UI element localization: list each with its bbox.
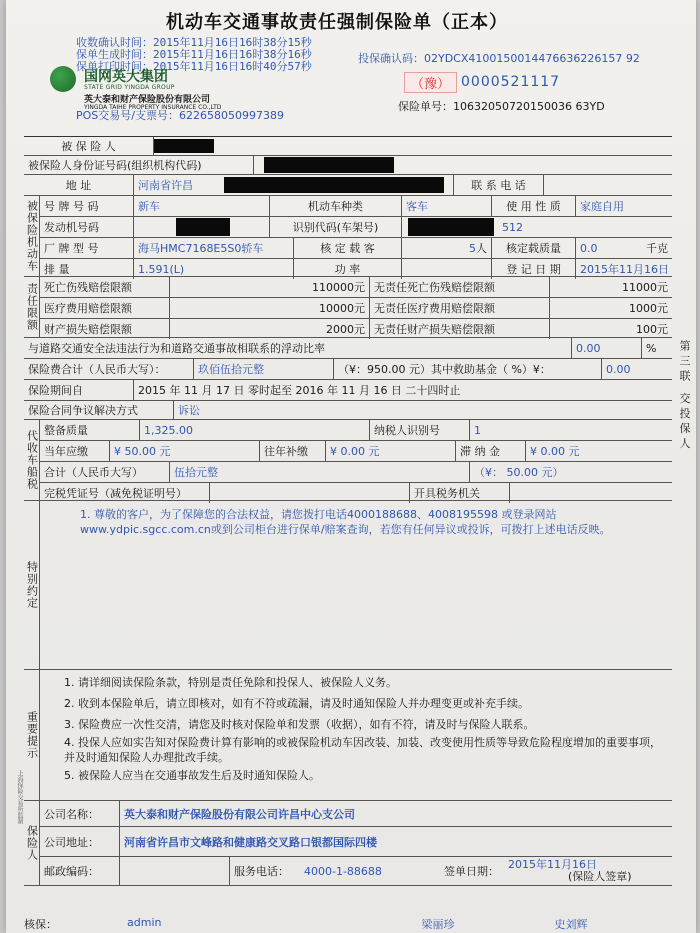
table-row bbox=[24, 380, 672, 401]
print-time: 保单打印时间：2015年11月16日16时40分57秒 bbox=[76, 60, 312, 73]
dispute-value: 诉讼 bbox=[178, 404, 200, 417]
address-label: 地 址 bbox=[24, 175, 134, 195]
noproperty-limit-label: 无责任财产损失赔偿限额 bbox=[370, 319, 550, 339]
vin-tail: 512 bbox=[502, 220, 523, 234]
id-value bbox=[254, 156, 672, 174]
confirm-code: 投保确认码：02YDCX4100150014476636226157 92 bbox=[358, 52, 640, 65]
load-unit: 千克 bbox=[646, 242, 668, 255]
redaction bbox=[224, 177, 444, 193]
table-row bbox=[24, 401, 672, 420]
tax-cert-label: 完税凭证号（减免税证明号） bbox=[40, 483, 210, 503]
sign-date-label: 签单日期： bbox=[444, 865, 499, 878]
tax-total-label: 合计（人民币大写） bbox=[40, 462, 170, 482]
address-value bbox=[134, 175, 454, 195]
service-tel-value: 4000-1-88688 bbox=[304, 864, 382, 878]
seat-unit: 人 bbox=[476, 242, 487, 255]
displacement-label: 排 量 bbox=[40, 259, 134, 279]
property-limit-value: 2000元 bbox=[170, 319, 370, 339]
pos-number: POS交易号/支票号：622658050997389 bbox=[76, 109, 284, 122]
stamp-label: (保险人签章) bbox=[568, 870, 632, 883]
premium-label: 保险费合计（人民币大写）： bbox=[24, 359, 194, 379]
confirm-time: 收数确认时间：2015年11月16日16时38分15秒 bbox=[76, 36, 312, 49]
address-text: 河南省许昌 bbox=[138, 179, 193, 192]
underwriter-label: 核保： bbox=[24, 918, 57, 931]
sign-date-cell bbox=[504, 857, 672, 885]
seat-value bbox=[402, 238, 492, 258]
notice-block bbox=[24, 670, 672, 801]
tax-office-value bbox=[510, 483, 672, 503]
float-label: 与道路交通安全法违法行为和道路交通事故相联系的浮动比率 bbox=[24, 338, 572, 358]
nodeath-limit-value: 11000元 bbox=[622, 281, 668, 294]
period-label: 保险期间自 bbox=[24, 380, 134, 400]
late-fee-label: 滞 纳 金 bbox=[456, 441, 526, 461]
reg-label: 登 记 日 期 bbox=[492, 259, 576, 279]
policy-document bbox=[6, 0, 696, 933]
usage-label: 使 用 性 质 bbox=[492, 196, 576, 216]
vin-value bbox=[402, 217, 672, 237]
death-limit-label: 死亡伤残赔偿限额 bbox=[40, 277, 170, 297]
plate-value: 新车 bbox=[134, 196, 270, 216]
zip-value bbox=[120, 857, 230, 885]
vehicle-block bbox=[24, 196, 672, 277]
past-due-label: 往年补缴 bbox=[260, 441, 326, 461]
phone-value bbox=[544, 175, 672, 195]
period-value: 2015 年 11 月 17 日 零时起至 2016 年 11 月 16 日 二十四时止 bbox=[138, 384, 461, 397]
notice-vlabel: 重要提示 bbox=[24, 670, 40, 800]
engine-label: 发动机号码 bbox=[40, 217, 134, 237]
past-due-value: ¥ 0.00 元 bbox=[326, 441, 456, 461]
redaction bbox=[408, 218, 494, 236]
insured-label: 被 保 险 人 bbox=[24, 137, 154, 155]
logo-company-name: 英大泰和财产保险股份有限公司 bbox=[84, 95, 211, 105]
agent-value: 史刘辉 bbox=[554, 918, 588, 931]
nodeath-limit-label: 无责任死亡伤残赔偿限额 bbox=[370, 277, 550, 297]
company-address-value: 河南省许昌市文峰路和健康路交叉路口银都国际四楼 bbox=[124, 835, 377, 849]
year-due-label: 当年应缴 bbox=[40, 441, 110, 461]
logo-group-en: STATE GRID YINGDA GROUP bbox=[84, 84, 175, 91]
nomedical-limit-label: 无责任医疗费用赔偿限额 bbox=[370, 298, 550, 318]
zip-label: 邮政编码： bbox=[40, 857, 120, 885]
notice-list bbox=[40, 670, 672, 800]
reg-value: 2015年11月16日 bbox=[580, 263, 669, 276]
handler-value: 梁丽珍 bbox=[421, 918, 455, 931]
policy-serial: 0000521117 bbox=[461, 74, 561, 90]
premium-fund: 0.00 bbox=[606, 362, 631, 376]
policy-table bbox=[24, 136, 672, 886]
table-row bbox=[24, 137, 672, 156]
tax-office-label: 开具税务机关 bbox=[410, 483, 510, 503]
copy-sidebar: 第三联 交投保人 bbox=[678, 340, 691, 453]
seat-label: 核 定 载 客 bbox=[294, 238, 402, 258]
company-address-label: 公司地址： bbox=[40, 827, 120, 856]
special-vlabel: 特别约定 bbox=[24, 501, 40, 669]
medical-limit-value: 10000元 bbox=[170, 298, 370, 318]
logo-group-name: 国网英大集团 bbox=[84, 69, 168, 85]
table-row bbox=[24, 175, 672, 196]
globe-icon bbox=[50, 66, 76, 92]
sign-date-value: 2015年11月16日 bbox=[508, 858, 597, 871]
underwriter-value: admin bbox=[127, 916, 162, 929]
tax-total-upper: 伍拾元整 bbox=[170, 462, 470, 482]
redaction bbox=[154, 139, 214, 153]
premium-upper: 玖佰伍拾元整 bbox=[194, 359, 334, 379]
dispute-label: 保险合同争议解决方式 bbox=[24, 401, 174, 419]
company-label: 公司名称： bbox=[40, 801, 120, 826]
death-limit-value: 110000元 bbox=[170, 277, 370, 297]
notice-item: 5. 被保险人应当在交通事故发生后及时通知保险人。 bbox=[64, 769, 320, 782]
table-row bbox=[24, 156, 672, 175]
policy-number: 保险单号：10632050720150036 63YD bbox=[398, 100, 605, 113]
limits-vlabel: 责任限额 bbox=[24, 277, 40, 337]
power-value bbox=[402, 259, 492, 279]
premium-small: （¥：950.00 元）其中救助基金（ %）¥： bbox=[334, 359, 602, 379]
displacement-value: 1.591(L) bbox=[134, 259, 294, 279]
year-due-value: ¥ 50.00 元 bbox=[110, 441, 260, 461]
insurer-vlabel: 保险人 bbox=[24, 801, 40, 885]
float-unit: % bbox=[646, 341, 657, 355]
property-limit-label: 财产损失赔偿限额 bbox=[40, 319, 170, 339]
tax-block bbox=[24, 420, 672, 501]
redaction bbox=[264, 157, 394, 173]
model-value: 海马HMC7168E5S0轿车 bbox=[134, 238, 294, 258]
notice-item: 1. 请详细阅读保险条款，特别是责任免除和投保人、被保险人义务。 bbox=[64, 676, 397, 689]
engine-value bbox=[134, 217, 270, 237]
plate-label: 号 牌 号 码 bbox=[40, 196, 134, 216]
curb-value: 1,325.00 bbox=[140, 420, 370, 440]
logo-company-en: YINGDA TAIHE PROPERTY INSURANCE CO.,LTD bbox=[84, 104, 222, 111]
power-label: 功 率 bbox=[294, 259, 402, 279]
generate-time: 保单生成时间：2015年11月16日16时38分16秒 bbox=[76, 48, 312, 61]
insurer-block bbox=[24, 801, 672, 886]
nomedical-limit-value: 1000元 bbox=[629, 302, 668, 315]
notice-item: 3. 保险费应一次性交清，请您及时核对保险单和发票（收据），如有不符，请及时与保险人联系。 bbox=[64, 718, 535, 731]
load-label: 核定载质量 bbox=[492, 238, 576, 258]
notice-item: 4. 投保人应如实告知对保险费计算有影响的或被保险机动车因改装、加装、改变使用性质等导致危险程度增加的重要事项，并及时通知保险人办理批改手续。 bbox=[64, 736, 661, 764]
late-fee-value: ¥ 0.00 元 bbox=[530, 445, 580, 458]
vehicle-vlabel: 被保险机动车 bbox=[24, 196, 40, 276]
taxpayer-label: 纳税人识别号 bbox=[370, 420, 470, 440]
noproperty-limit-value: 100元 bbox=[636, 323, 668, 336]
province-badge: （豫） bbox=[404, 72, 457, 93]
limits-block bbox=[24, 277, 672, 338]
tax-total-small: （¥： 50.00 元） bbox=[474, 466, 564, 479]
model-label: 厂 牌 型 号 bbox=[40, 238, 134, 258]
special-text: 1. 尊敬的客户，为了保障您的合法权益，请您拨打电话4000188688、4008195598 或登录网站www.ydpic.sgcc.com.cn或到公司柜台进行保单/赔案查询，若您有任何异议或投诉，可拨打上述电话反映。 bbox=[80, 508, 611, 536]
table-row bbox=[24, 359, 672, 380]
vtype-value: 客车 bbox=[402, 196, 492, 216]
redaction bbox=[176, 218, 230, 236]
float-value: 0.00 bbox=[572, 338, 642, 358]
tax-vlabel: 代收车船税 bbox=[24, 420, 40, 500]
taxpayer-value: 1 bbox=[474, 423, 481, 437]
seat-number: 5 bbox=[469, 241, 476, 255]
special-block bbox=[24, 501, 672, 670]
company-value: 英大泰和财产保险股份有限公司许昌中心支公司 bbox=[124, 807, 355, 821]
vtype-label: 机动车种类 bbox=[270, 196, 402, 216]
notice-item: 2. 收到本保险单后，请立即核对，如有不符或疏漏，请及时通知保险人并办理变更或补充手续。 bbox=[64, 697, 529, 710]
side-note: 上海保险交易所监制 bbox=[16, 770, 23, 824]
insured-value bbox=[154, 137, 672, 155]
curb-label: 整备质量 bbox=[40, 420, 140, 440]
vin-label: 识别代码(车架号) bbox=[270, 217, 402, 237]
load-number: 0.0 bbox=[580, 241, 598, 255]
medical-limit-label: 医疗费用赔偿限额 bbox=[40, 298, 170, 318]
tax-cert-value bbox=[210, 483, 410, 503]
load-value bbox=[576, 238, 672, 258]
id-label: 被保险人身份证号码(组织机构代码) bbox=[24, 156, 254, 174]
document-title: 机动车交通事故责任强制保险单（正本） bbox=[166, 12, 508, 33]
footer-row bbox=[24, 916, 672, 932]
table-row bbox=[24, 338, 672, 359]
usage-value: 家庭自用 bbox=[580, 200, 624, 213]
phone-label: 联 系 电 话 bbox=[454, 175, 544, 195]
service-tel-label: 服务电话： bbox=[234, 865, 289, 878]
